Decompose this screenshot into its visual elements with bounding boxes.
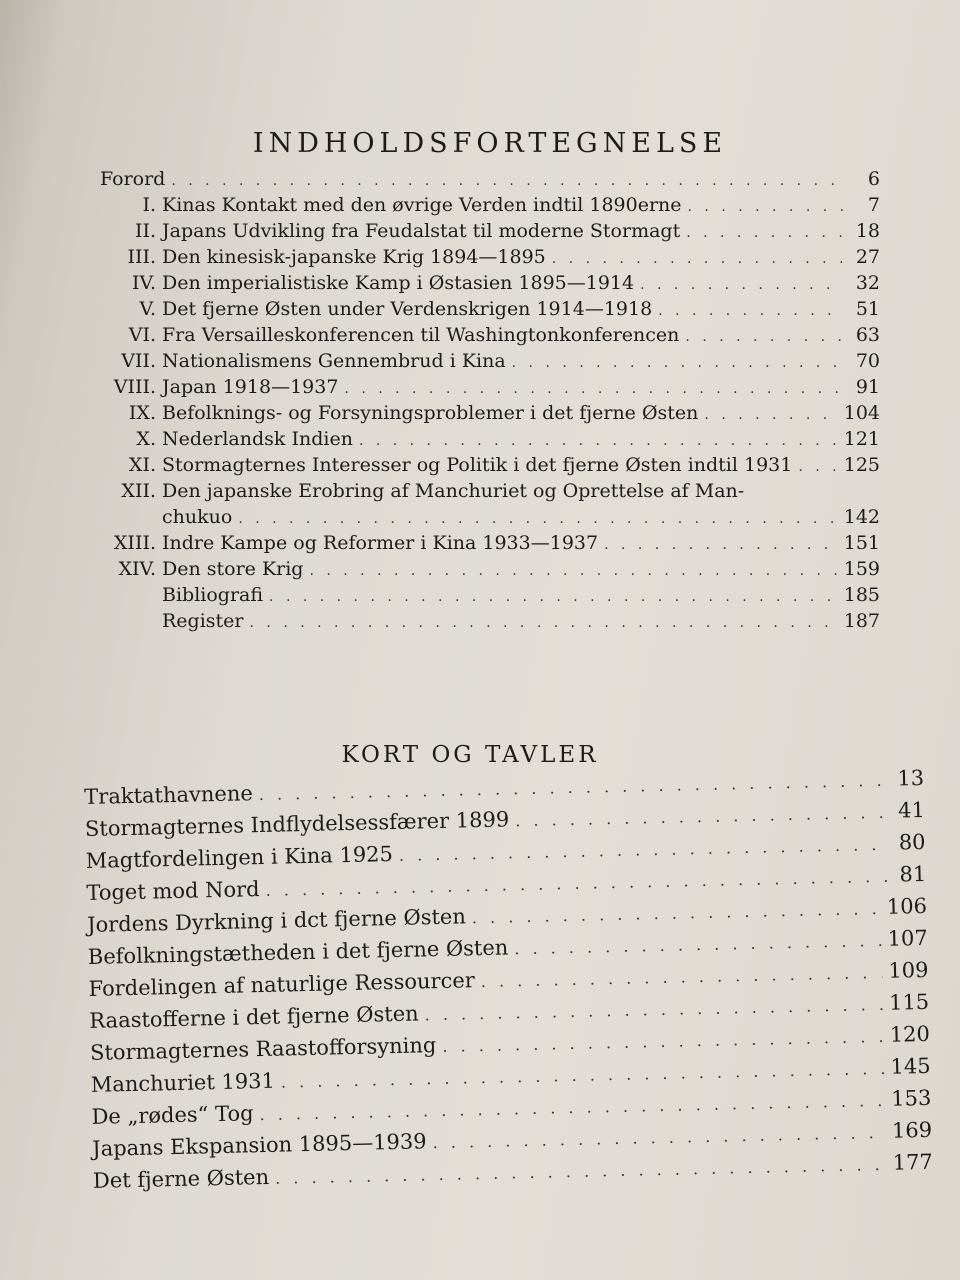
leader-dots xyxy=(552,251,844,267)
page-number: 115 xyxy=(888,989,930,1015)
page-number: 70 xyxy=(855,350,880,372)
leader-dots xyxy=(481,963,883,991)
entry-title: Stormagternes Raastofforsyning xyxy=(89,1033,437,1065)
entry-title: Nederlandsk Indien xyxy=(162,428,353,450)
entry-title: Nationalismens Gennembrud i Kina xyxy=(162,350,506,372)
toc-entry xyxy=(100,558,880,584)
leader-dots xyxy=(309,563,837,579)
contents-heading: INDHOLDSFORTEGNELSE xyxy=(252,128,728,159)
page-number: 51 xyxy=(855,298,880,320)
entry-title: Magtfordelingen i Kina 1925 xyxy=(85,842,394,873)
entry-title: chukuo xyxy=(162,506,233,528)
toc-entry xyxy=(100,480,880,506)
page-number: 106 xyxy=(886,893,928,919)
page-number: 6 xyxy=(867,168,880,190)
toc-entry xyxy=(100,220,880,246)
page-number: 151 xyxy=(843,532,880,554)
chapter-number: X. xyxy=(136,428,156,450)
page-number: 63 xyxy=(855,324,880,346)
entry-title: Den japanske Erobring af Manchuriet og Oprettelse af Man- xyxy=(162,480,745,502)
page-number: 121 xyxy=(843,428,880,450)
toc-entry xyxy=(100,194,880,220)
leader-dots xyxy=(399,835,890,865)
entry-title: Register xyxy=(162,610,244,632)
entry-title: Den store Krig xyxy=(162,558,304,580)
page-number: 145 xyxy=(890,1053,931,1079)
page-number: 13 xyxy=(897,765,925,791)
leader-dots xyxy=(259,771,889,804)
leader-dots xyxy=(250,615,838,631)
toc-entry xyxy=(100,506,880,532)
leader-dots xyxy=(688,199,844,215)
chapter-number: XIV. xyxy=(118,558,156,580)
leader-dots xyxy=(359,433,838,449)
page-number: 109 xyxy=(888,957,929,983)
toc-entry xyxy=(100,168,880,194)
leader-dots xyxy=(685,329,844,345)
page-number: 18 xyxy=(855,220,880,242)
page-number: 80 xyxy=(898,829,926,855)
entry-title: Kinas Kontakt med den øvrige Verden indtil 1890erne xyxy=(162,194,682,216)
chapter-number: XIII. xyxy=(113,532,156,554)
leader-dots xyxy=(424,995,883,1024)
maps-heading: KORT OG TAVLER xyxy=(341,742,599,768)
entry-title: Forord xyxy=(100,168,166,190)
entry-title: Bibliografi xyxy=(162,584,264,606)
toc-entry xyxy=(100,454,880,480)
entry-title: Japans Udvikling fra Feudalstat til moderne Stormagt xyxy=(162,220,681,242)
leader-dots xyxy=(238,511,837,527)
leader-dots xyxy=(686,225,844,241)
page-number: 91 xyxy=(855,376,880,398)
leader-dots xyxy=(344,381,844,397)
maps-list xyxy=(84,766,933,1201)
page-number: 187 xyxy=(843,610,880,632)
leader-dots xyxy=(442,1027,884,1056)
chapter-number: III. xyxy=(127,246,156,268)
leader-dots xyxy=(704,407,837,423)
entry-title: Traktathavnene xyxy=(84,781,254,809)
entry-title: Befolkningstætheden i det fjerne Østen xyxy=(87,935,509,969)
toc-entry xyxy=(100,246,880,272)
entry-title: Fordelingen af naturlige Ressourcer xyxy=(88,968,476,1001)
toc-entry xyxy=(100,350,880,376)
chapter-number: II. xyxy=(134,220,156,242)
page-number: 142 xyxy=(843,506,880,528)
chapter-number: XII. xyxy=(121,480,156,502)
page-number: 32 xyxy=(855,272,880,294)
entry-title: Stormagternes Interesser og Politik i det fjerne Østen indtil 1931 xyxy=(162,454,793,476)
entry-title: Toget mod Nord xyxy=(86,877,260,905)
page-number: 107 xyxy=(887,925,928,951)
page-number: 177 xyxy=(892,1149,934,1175)
toc-entry xyxy=(100,376,880,402)
entry-title: Den kinesisk-japanske Krig 1894—1895 xyxy=(162,246,546,268)
leader-dots xyxy=(798,459,837,475)
chapter-number: IX. xyxy=(128,402,156,424)
chapter-number: IV. xyxy=(132,272,156,294)
toc-entry xyxy=(100,272,880,298)
leader-dots xyxy=(640,277,844,293)
entry-title: Raastofferne i det fjerne Østen xyxy=(89,1001,419,1033)
leader-dots xyxy=(472,899,881,927)
entry-title: Indre Kampe og Reformer i Kina 1933—1937 xyxy=(162,532,599,554)
entry-title: Japan 1918—1937 xyxy=(162,376,339,398)
page-number: 153 xyxy=(890,1085,932,1111)
entry-title: Det fjerne Østen under Verdenskrigen 1914—1918 xyxy=(162,298,653,320)
leader-dots xyxy=(269,589,838,605)
leader-dots xyxy=(512,355,844,371)
chapter-number: VIII. xyxy=(113,376,156,398)
leader-dots xyxy=(515,803,889,830)
leader-dots xyxy=(514,931,882,958)
toc-entry xyxy=(100,324,880,350)
toc-entry xyxy=(100,428,880,454)
toc-entry xyxy=(100,298,880,324)
entry-title: Det fjerne Østen xyxy=(92,1164,270,1193)
leader-dots xyxy=(658,303,844,319)
entry-title: Den imperialistiske Kamp i Østasien 1895—1914 xyxy=(162,272,635,294)
leader-dots xyxy=(604,537,838,553)
page-number: 185 xyxy=(843,584,880,606)
leader-dots xyxy=(171,173,844,189)
entry-title: De „rødes“ Tog xyxy=(91,1101,254,1129)
page-number: 81 xyxy=(899,861,927,887)
toc-entry xyxy=(100,584,880,610)
page-number: 41 xyxy=(897,797,926,823)
leader-dots xyxy=(432,1123,886,1152)
page-number: 7 xyxy=(867,194,880,216)
page-number: 125 xyxy=(843,454,880,476)
entry-title: Fra Versailleskonferencen til Washingtonkonferencen xyxy=(162,324,680,346)
toc-entry xyxy=(100,610,880,636)
page-number: 169 xyxy=(891,1117,933,1143)
entry-title: Manchuriet 1931 xyxy=(90,1068,276,1097)
chapter-number: I. xyxy=(142,194,156,216)
entry-title: Stormagternes Indflydelsessfærer 1899 xyxy=(84,807,510,841)
toc-entry xyxy=(100,532,880,558)
chapter-number: VII. xyxy=(121,350,156,372)
page-number: 27 xyxy=(855,246,880,268)
chapter-number: XI. xyxy=(128,454,156,476)
page-number: 159 xyxy=(843,558,880,580)
page-number: 120 xyxy=(889,1021,931,1047)
toc-entry xyxy=(100,402,880,428)
entry-title: Jordens Dyrkning i dct fjerne Østen xyxy=(86,904,467,937)
entry-title: Befolknings- og Forsyningsproblemer i det fjerne Østen xyxy=(162,402,699,424)
chapter-number: VI. xyxy=(128,324,156,346)
page-number: 104 xyxy=(843,402,880,424)
entry-title: Japans Ekspansion 1895—1939 xyxy=(91,1129,427,1161)
contents-list xyxy=(100,168,880,636)
chapter-number: V. xyxy=(139,298,156,320)
